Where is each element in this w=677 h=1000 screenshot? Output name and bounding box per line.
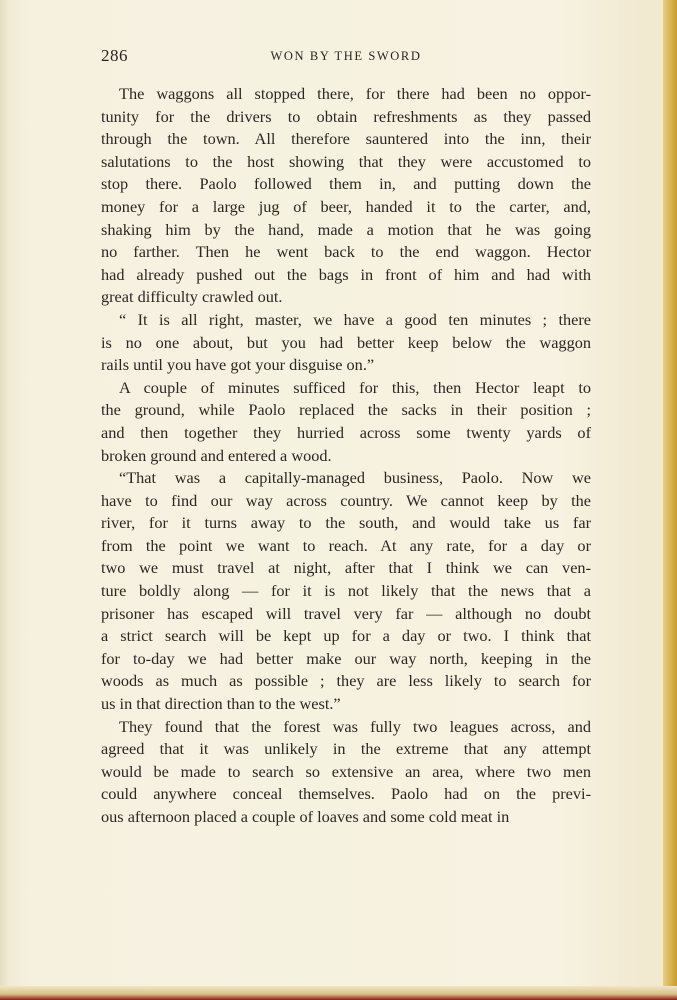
text-line: great difficulty crawled out. [101,287,283,307]
text-line: is no one about, but you had better keep below the waggon [101,332,591,352]
text-line: agreed that it was unlikely in the extreme that any attempt [101,739,591,759]
text-line: The waggons all stopped there, for there had been no oppor- [119,84,591,103]
gilded-page-edge [663,0,677,1000]
text-line: us in that direction than to the west.” [101,694,341,714]
text-line: river, for it turns away to the south, and would take us far [101,513,591,533]
page-header [101,46,591,70]
text-line: woods as much as possible ; they are less likely to search for [101,671,591,691]
paragraph [101,309,591,377]
text-line: a strict search will be kept up for a day or two. I think that [101,626,591,646]
text-line: ous afternoon placed a couple of loaves and some cold meat in [101,807,510,826]
running-title: WON BY THE SWORD [270,49,422,63]
text-line: could anywhere conceal themselves. Paolo had on the previ- [101,784,591,804]
text-line: rails until you have got your disguise on.” [101,355,375,375]
text-line: tunity for the drivers to obtain refreshments as they passed [101,106,591,126]
text-line: ture boldly along — for it is not likely that the news that a [101,581,591,601]
body-text [101,83,591,829]
text-line: from the point we want to reach. At any rate, for a day or [101,535,591,555]
text-line: A couple of minutes sufficed for this, then Hector leapt to [119,377,591,397]
page-gutter-shadow [0,0,8,1000]
text-line: “ It is all right, master, we have a good ten minutes ; there [119,309,591,329]
page-bottom-edge [0,986,677,1000]
text-line: and then together they hurried across some twenty yards of [101,422,591,442]
page-number: 286 [101,46,128,65]
paragraph [101,467,591,716]
paragraph [101,83,591,309]
text-line: prisoner has escaped will travel very far — although no doubt [101,603,591,623]
text-line: had already pushed out the bags in front of him and had with [101,264,591,284]
text-line: the ground, while Paolo replaced the sacks in their position ; [101,400,591,420]
text-line: money for a large jug of beer, handed it to the carter, and, [101,196,591,216]
text-line: no farther. Then he went back to the end waggon. Hector [101,242,591,262]
text-line: shaking him by the hand, made a motion that he was going [101,219,591,239]
text-line: “That was a capitally-managed business, Paolo. Now we [119,468,591,488]
paragraph [101,716,591,829]
text-line: would be made to search so extensive an area, where two men [101,761,591,781]
text-line: two we must travel at night, after that I think we can ven- [101,558,591,578]
text-line: for to-day we had better make our way north, keeping in the [101,648,591,668]
text-line: salutations to the host showing that they were accustomed to [101,151,591,171]
text-line: have to find our way across country. We cannot keep by the [101,490,591,510]
text-line: broken ground and entered a wood. [101,445,332,465]
paragraph [101,377,591,467]
text-line: through the town. All therefore sauntered into the inn, their [101,129,591,149]
text-line: stop there. Paolo followed them in, and putting down the [101,174,591,194]
text-line: They found that the forest was fully two leagues across, and [119,716,591,736]
